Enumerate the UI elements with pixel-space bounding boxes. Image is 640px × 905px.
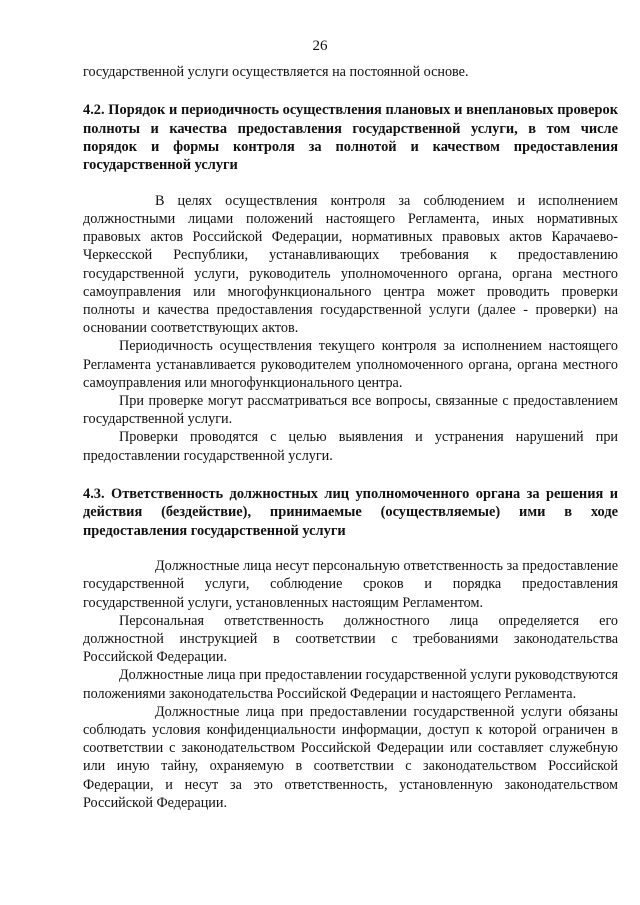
section-4-2-paragraph-2: Периодичность осуществления текущего контроля за исполнением настоящего Регламента устанавливается руководителем уполномоченного органа, органа местного самоуправления или многофункционального центра. [83,338,618,391]
section-4-3-paragraph-4: Должностные лица при предоставлении государственной услуги обязаны соблюдать условия конфиденциальности информации, доступ к которой ограничен в соответствии с законодательством Российской Федерации или составляет служебную или иную тайну, охраняемую в соответствии с законодательством Российской Федерации, и несут за это ответственность, установленную законодательством Российской Федерации. [83,703,618,811]
section-4-3-paragraph-1: Должностные лица несут персональную ответственность за предоставление государственной услуги, соблюдение сроков и порядка предоставления государственной услуги, установленных настоящим Регламентом. [83,558,618,611]
intro-line: государственной услуги осуществляется на постоянной основе. [83,64,469,80]
section-4-3-paragraph-3: Должностные лица при предоставлении государственной услуги руководствуются положениями законодательства Российской Федерации и настоящего Регламента. [83,667,618,702]
page-content [83,63,618,812]
page-number: 26 [312,38,328,54]
section-4-3-paragraph-2: Персональная ответственность должностного лица определяется его должностной инструкцией в соответствии с требованиями законодательства Российской Федерации. [83,612,618,666]
section-4-3-heading: 4.3. Ответственность должностных лиц уполномоченного органа за решения и действия (бездействие), принимаемые (осуществляемые) ими в ходе предоставления государственной услуги [83,485,618,539]
section-4-2-paragraph-4: Проверки проводятся с целью выявления и устранения нарушений при предоставлении государственной услуги. [83,429,618,464]
section-4-2-paragraph-3: При проверке могут рассматриваться все вопросы, связанные с предоставлением государственной услуги. [83,393,618,428]
section-4-2-paragraph-1: В целях осуществления контроля за соблюдением и исполнением должностными лицами положений настоящего Регламента, иных нормативных правовых актов Российской Федерации, нормативных правовых актов Карачаево-Черкесской Республики, устанавливающих требования к предоставлению государственной услуги, руководитель уполномоченного органа, органа местного самоуправления или многофункционального центра может проводить проверки полноты и качества предоставления государственной услуги (далее - проверки) на основании соответствующих актов. [83,192,618,337]
section-4-2-heading: 4.2. Порядок и периодичность осуществления плановых и внеплановых проверок полноты и качества предоставления государственной услуги, в том числе порядок и формы контроля за полнотой и качеством предоставления государственной услуги [83,102,618,174]
